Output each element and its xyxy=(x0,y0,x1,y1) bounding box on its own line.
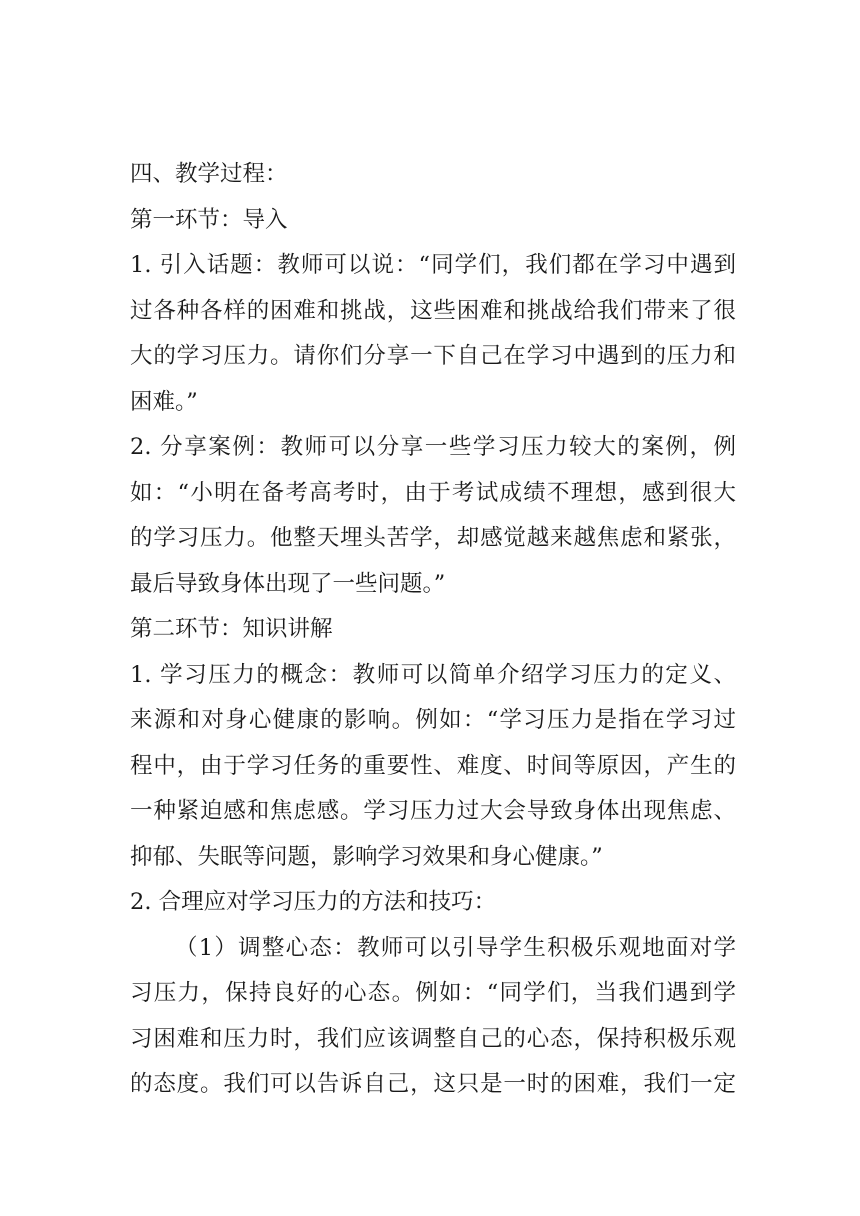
text-line: 大的学习压力。请你们分享一下自己在学习中遇到的压力和 xyxy=(130,343,736,369)
text-line: 第一环节：导入 xyxy=(130,206,288,233)
text-line: 程中，由于学习任务的重要性、难度、时间等原因，产生的 xyxy=(130,752,736,779)
text-line: 过各种各样的困难和挑战，这些困难和挑战给我们带来了很 xyxy=(130,297,736,324)
text-line: 如：“小明在备考高考时，由于考试成绩不理想，感到很大 xyxy=(130,479,736,506)
text-line: 2. 分享案例：教师可以分享一些学习压力较大的案例，例 xyxy=(130,434,736,460)
body-text xyxy=(130,152,736,1108)
text-line: 习压力，保持良好的心态。例如：“同学们，当我们遇到学 xyxy=(130,980,736,1006)
text-line: 1. 学习压力的概念：教师可以简单介绍学习压力的定义、 xyxy=(130,661,736,688)
text-line: 最后导致身体出现了一些问题。” xyxy=(130,570,446,597)
text-line: 的态度。我们可以告诉自己，这只是一时的困难，我们一定 xyxy=(130,1071,736,1097)
text-line: 的学习压力。他整天埋头苦学，却感觉越来越焦虑和紧张， xyxy=(130,525,736,551)
text-line: 困难。” xyxy=(130,388,198,415)
text-line: 习困难和压力时，我们应该调整自己的心态，保持积极乐观 xyxy=(130,1025,736,1052)
text-line: （1）调整心态：教师可以引导学生积极乐观地面对学 xyxy=(175,934,736,961)
text-line: 四、教学过程： xyxy=(130,161,288,187)
text-line: 来源和对身心健康的影响。例如：“学习压力是指在学习过 xyxy=(130,707,736,733)
text-line: 1. 引入话题：教师可以说：“同学们，我们都在学习中遇到 xyxy=(130,252,736,278)
text-line: 第二环节：知识讲解 xyxy=(130,616,333,642)
text-line: 2. 合理应对学习压力的方法和技巧： xyxy=(130,889,497,915)
text-line: 一种紧迫感和焦虑感。学习压力过大会导致身体出现焦虑、 xyxy=(130,798,736,824)
text-line: 抑郁、失眠等问题，影响学习效果和身心健康。” xyxy=(130,843,603,870)
